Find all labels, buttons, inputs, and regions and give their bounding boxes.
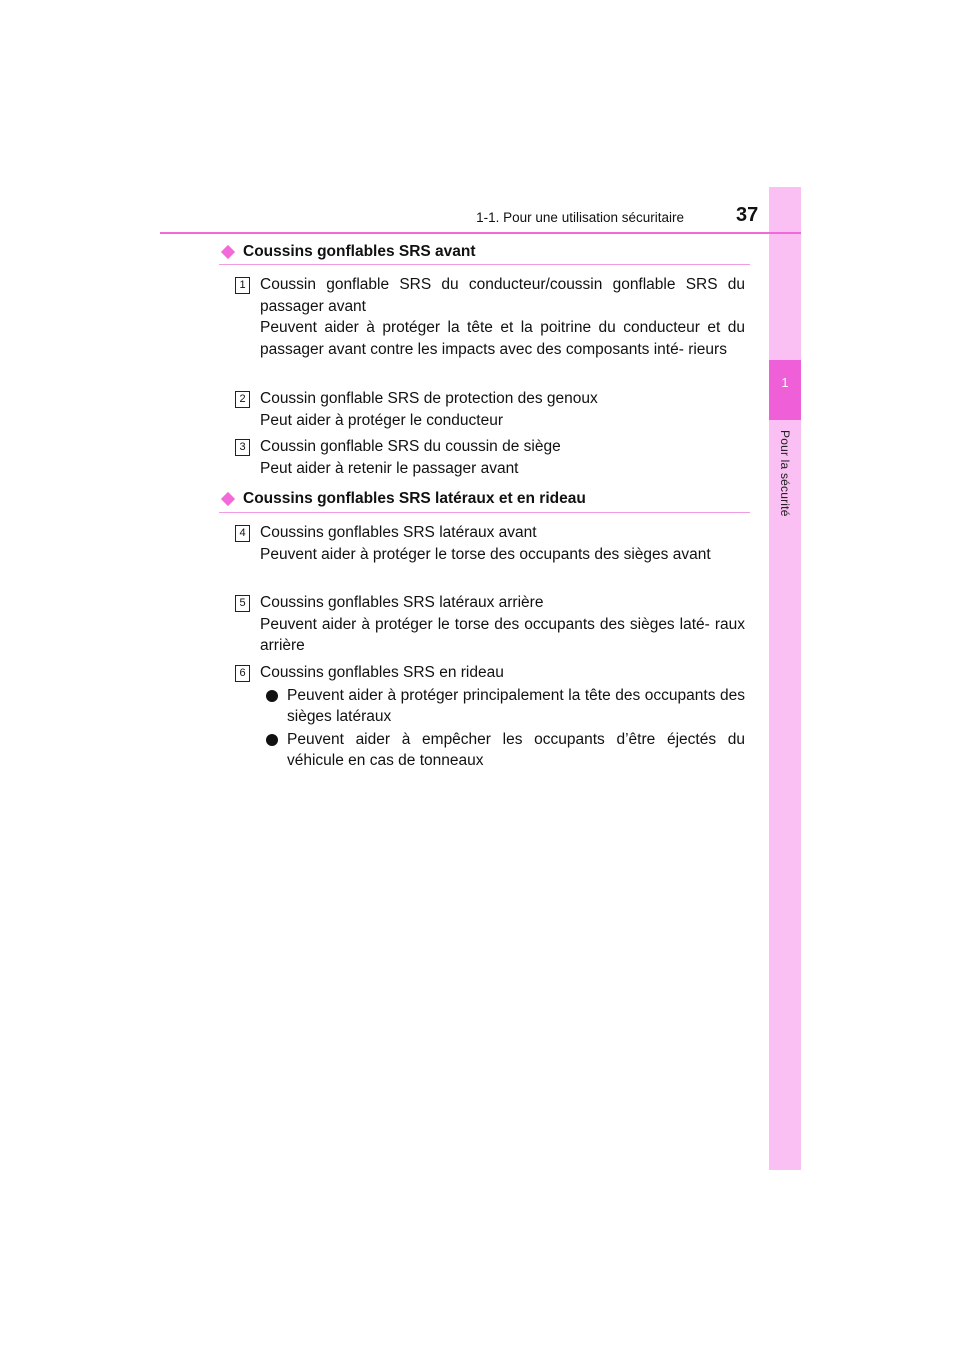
item-description: Peuvent aider à protéger le torse des occupants des sièges avant: [260, 545, 711, 563]
item-title: Coussin gonflable SRS du conducteur/coussin gonflable SRS du passager avant: [260, 276, 745, 315]
section-heading-text: Coussins gonflables SRS latéraux et en rideau: [243, 490, 586, 507]
section-heading-text: Coussins gonflables SRS avant: [243, 243, 476, 260]
chapter-tab-active[interactable]: [769, 360, 801, 420]
section-header-title: 1-1. Pour une utilisation sécuritaire: [476, 210, 684, 225]
item-number-badge: 4: [235, 525, 250, 542]
item-title: Coussins gonflables SRS latéraux arrière: [260, 594, 544, 611]
item-description: Peut aider à retenir le passager avant: [260, 459, 519, 477]
list-item: [235, 274, 745, 360]
item-number-badge: 2: [235, 391, 250, 408]
chapter-title: Pour la sécurité: [778, 430, 792, 517]
item-number-badge: 5: [235, 595, 250, 612]
section-divider: [219, 512, 750, 513]
item-description: Peuvent aider à protéger la tête et la poitrine du conducteur et du passager avant contre les impacts avec des composants inté- rieurs: [260, 319, 745, 358]
item-title: Coussins gonflables SRS en rideau: [260, 664, 504, 681]
item-number-badge: 1: [235, 277, 250, 294]
section-heading-side-curtain-airbags: [222, 490, 586, 508]
item-title: Coussin gonflable SRS de protection des genoux: [260, 390, 598, 407]
bullet-text: Peuvent aider à protéger principalement la tête des occupants des sièges latéraux: [287, 686, 745, 725]
chapter-side-tab: [769, 187, 801, 1170]
item-title: Coussins gonflables SRS latéraux avant: [260, 524, 537, 541]
bullet-text: Peuvent aider à empêcher les occupants d’être éjectés du véhicule en cas de tonneaux: [287, 730, 745, 769]
bullet-item: [266, 729, 745, 772]
list-item: [235, 662, 745, 772]
item-title: Coussin gonflable SRS du coussin de siège: [260, 438, 561, 455]
bullet-dot-icon: [266, 690, 278, 702]
item-description: Peuvent aider à protéger le torse des occupants des sièges laté- raux arrière: [260, 615, 745, 654]
bullet-item: [266, 685, 745, 728]
item-number-badge: 3: [235, 439, 250, 456]
page-number: 37: [736, 204, 759, 226]
bullet-dot-icon: [266, 734, 278, 746]
diamond-bullet-icon: [221, 492, 235, 506]
list-item: [235, 522, 745, 565]
list-item: [235, 436, 745, 479]
diamond-bullet-icon: [221, 245, 235, 259]
section-heading-front-airbags: [222, 243, 476, 261]
list-item: [235, 388, 745, 431]
header-divider: [160, 232, 801, 234]
chapter-number: 1: [781, 375, 789, 390]
section-divider: [219, 264, 750, 265]
list-item: [235, 592, 745, 657]
item-description: Peut aider à protéger le conducteur: [260, 411, 503, 429]
item-number-badge: 6: [235, 665, 250, 682]
